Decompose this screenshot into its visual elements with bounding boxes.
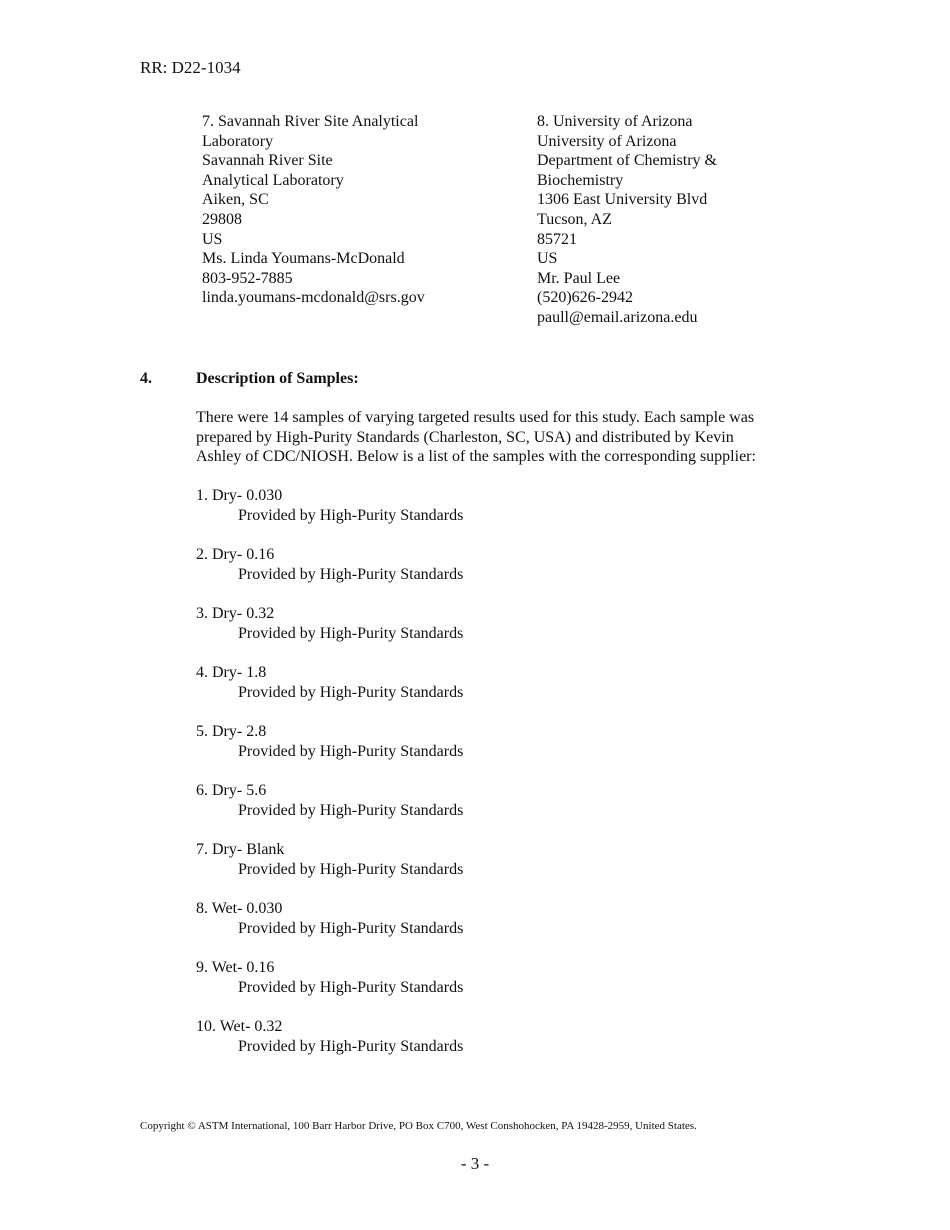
sample-name: 3. Dry- 0.32 (196, 605, 275, 622)
lab-email: linda.youmans-mcdonald@srs.gov (202, 289, 425, 307)
lab-line: Department of Chemistry & (537, 152, 717, 170)
page-number: - 3 - (460, 1154, 490, 1173)
lab-line: 8. University of Arizona (537, 113, 693, 130)
lab-line: 803-952-7885 (202, 269, 293, 287)
section-number: 4. (140, 370, 152, 387)
list-item (196, 899, 463, 958)
sample-name: 2. Dry- 0.16 (196, 546, 275, 563)
sample-provider: Provided by High-Purity Standards (238, 978, 464, 996)
sample-name: 9. Wet- 0.16 (196, 959, 275, 976)
sample-provider: Provided by High-Purity Standards (238, 801, 464, 819)
intro-line: prepared by High-Purity Standards (Charleston, SC, USA) and distributed by Kevin (196, 428, 734, 446)
sample-name: 8. Wet- 0.030 (196, 900, 283, 917)
list-item (196, 663, 463, 722)
sample-name: 1. Dry- 0.030 (196, 487, 283, 504)
report-reference: RR: D22-1034 (140, 58, 241, 77)
section-title: Description of Samples: (196, 370, 359, 387)
lab-line: 7. Savannah River Site Analytical (202, 113, 419, 130)
sample-name: 5. Dry- 2.8 (196, 723, 267, 740)
intro-line: There were 14 samples of varying targeted results used for this study. Each sample was (196, 409, 755, 426)
section-intro-paragraph (196, 408, 806, 467)
sample-provider: Provided by High-Purity Standards (238, 565, 464, 583)
lab-line: Analytical Laboratory (202, 171, 344, 189)
lab-line: 1306 East University Blvd (537, 191, 708, 209)
sample-name: 10. Wet- 0.32 (196, 1018, 283, 1035)
sample-provider: Provided by High-Purity Standards (238, 742, 464, 760)
list-item (196, 604, 463, 663)
list-item (196, 545, 463, 604)
sample-provider: Provided by High-Purity Standards (238, 919, 464, 937)
list-item (196, 840, 463, 899)
sample-provider: Provided by High-Purity Standards (238, 624, 464, 642)
list-item (196, 781, 463, 840)
intro-line: Ashley of CDC/NIOSH. Below is a list of the samples with the corresponding supplier: (196, 448, 756, 466)
sample-name: 6. Dry- 5.6 (196, 782, 267, 799)
list-item (196, 958, 463, 1017)
lab-line: Mr. Paul Lee (537, 269, 621, 287)
sample-provider: Provided by High-Purity Standards (238, 506, 464, 524)
lab-line: Aiken, SC (202, 191, 269, 209)
lab-line: Laboratory (202, 132, 274, 150)
copyright-notice: Copyright © ASTM International, 100 Barr Harbor Drive, PO Box C700, West Conshohocken, PA 19428-2959, United States. (140, 1120, 697, 1132)
lab-line: Biochemistry (537, 171, 624, 189)
sample-provider: Provided by High-Purity Standards (238, 860, 464, 878)
lab-line: (520)626-2942 (537, 289, 633, 307)
sample-name: 4. Dry- 1.8 (196, 664, 267, 681)
lab-line: US (202, 230, 223, 248)
sample-provider: Provided by High-Purity Standards (238, 683, 464, 701)
lab-contact-savannah-river (202, 112, 522, 308)
lab-line: Savannah River Site (202, 152, 333, 170)
sample-name: 7. Dry- Blank (196, 841, 285, 858)
sample-list (196, 486, 463, 1076)
lab-line: University of Arizona (537, 132, 677, 150)
lab-line: Ms. Linda Youmans-McDonald (202, 250, 405, 268)
lab-contact-university-of-arizona (537, 112, 857, 328)
lab-line: 29808 (202, 210, 242, 228)
lab-line: US (537, 250, 558, 268)
list-item (196, 486, 463, 545)
lab-email: paull@email.arizona.edu (537, 308, 698, 326)
lab-line: Tucson, AZ (537, 210, 612, 228)
list-item (196, 722, 463, 781)
sample-provider: Provided by High-Purity Standards (238, 1037, 464, 1055)
lab-line: 85721 (537, 230, 577, 248)
list-item (196, 1017, 463, 1076)
